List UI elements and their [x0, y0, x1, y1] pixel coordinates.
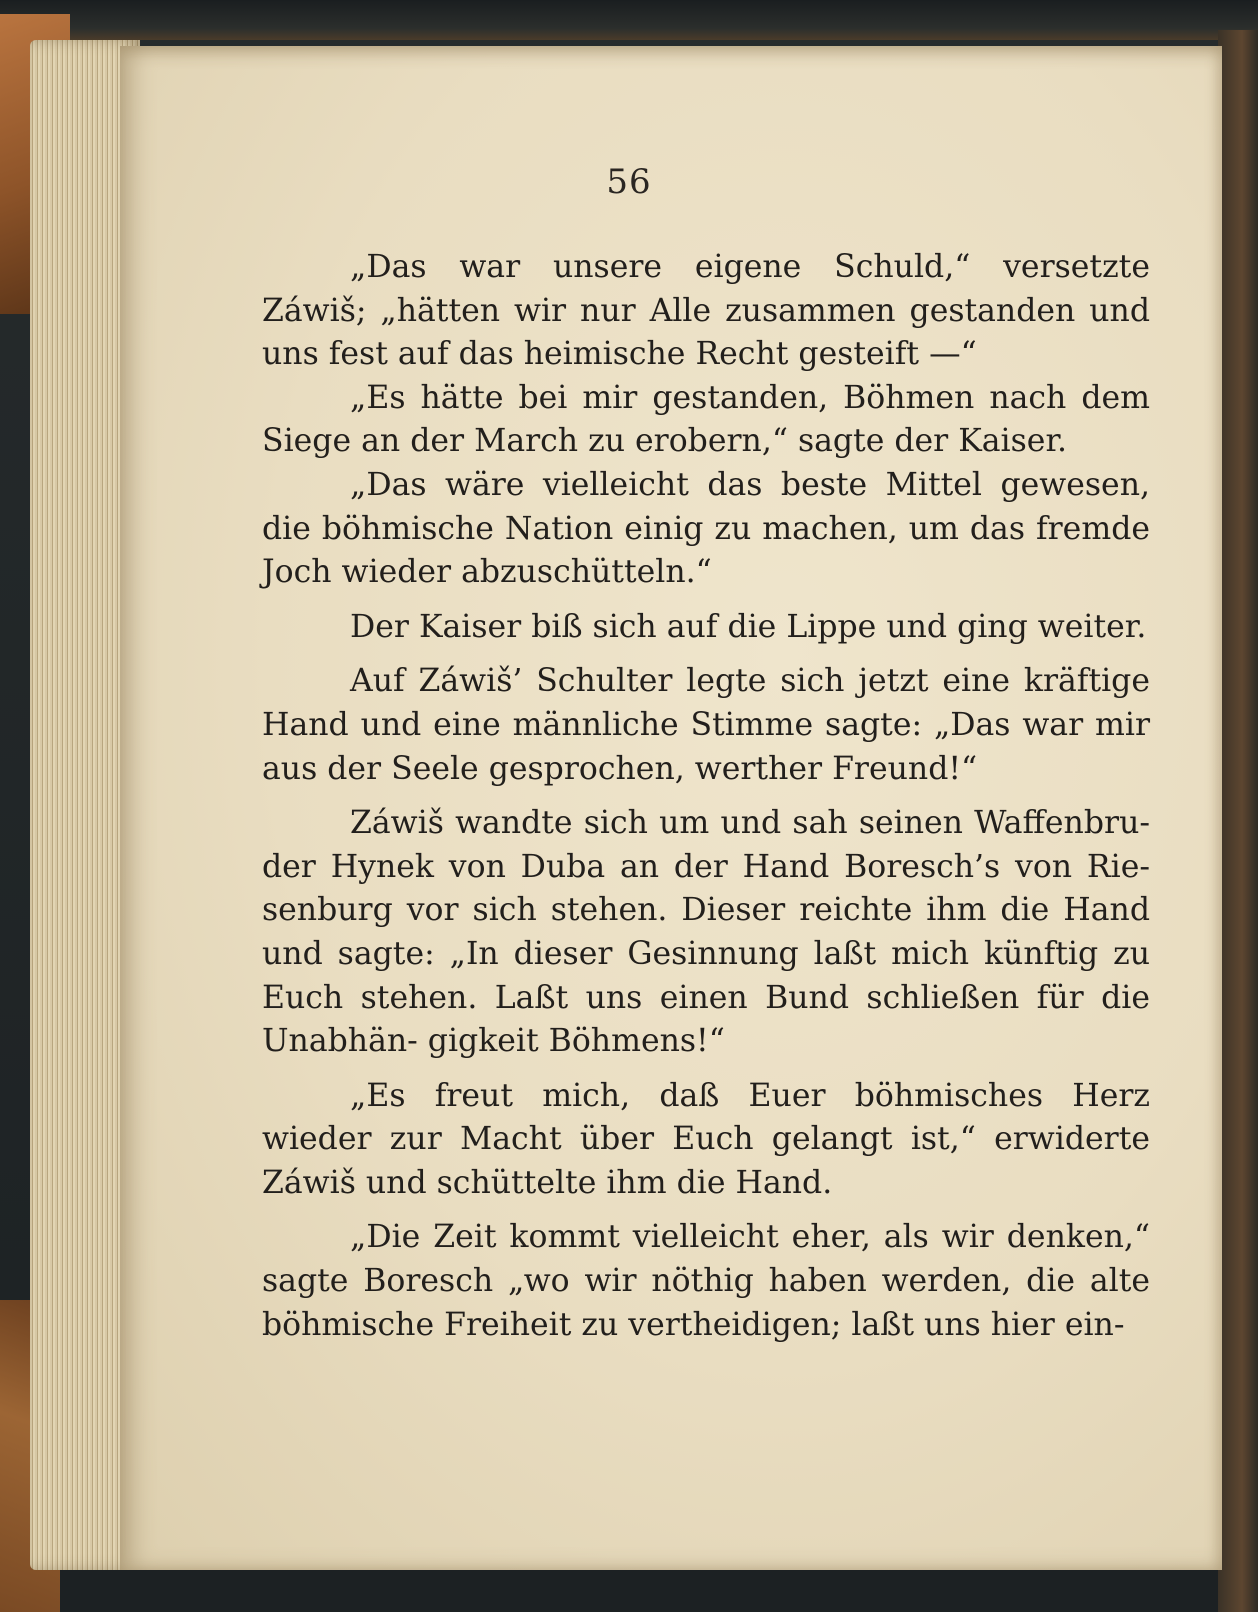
- paragraph: Der Kaiser biß sich auf die Lippe und ging weiter.: [350, 608, 1147, 645]
- paragraph: „Das wäre vielleicht das beste Mittel gewesen, die böhmische Nation einig zu machen, um das fremde Joch wieder abzuschütteln.“: [262, 466, 1150, 591]
- paragraph: „Es freut mich, daß Euer böhmisches Herz wieder zur Macht über Euch gelangt ist,“ erwiderte Záwiš und schüttelte ihm die Hand.: [262, 1077, 1150, 1201]
- paragraph: „Das war unsere eigene Schuld,“ versetzte Záwiš; „hätten wir nur Alle zusammen gestanden und uns fest auf das heimische Recht gesteift —“: [262, 249, 1150, 373]
- page-number: 56: [606, 162, 652, 202]
- paragraph: „Die Zeit kommt vielleicht eher, als wir denken,“ sagte Boresch „wo wir nöthig haben werden, die alte böhmische Freiheit zu vertheidigen; laßt uns hier ein-: [262, 1219, 1150, 1343]
- paragraph: Auf Záwiš’ Schulter legte sich jetzt eine kräftige Hand und eine männliche Stimme sagte: „Das war mir aus der Seele gesprochen, werther Freund!“: [262, 663, 1150, 787]
- paragraph: Záwiš wandte sich um und sah seinen Waffenbru- der Hynek von Duba an der Hand Boresch’s von Rie- senburg vor sich stehen. Dieser reichte ihm die Hand und sagte: „In dieser Gesinnung laßt mich künftig zu Euch stehen. Laßt uns einen Bund schließen für die Unabhän- gigkeit Böhmens!“: [262, 805, 1150, 1060]
- cover-edge-right: [1218, 30, 1258, 1612]
- cover-edge-top: [0, 0, 1258, 40]
- paragraph: „Es hätte bei mir gestanden, Böhmen nach dem Siege an der March zu erobern,“ sagte der Kaiser.: [262, 379, 1150, 460]
- body-text: [262, 246, 1150, 1347]
